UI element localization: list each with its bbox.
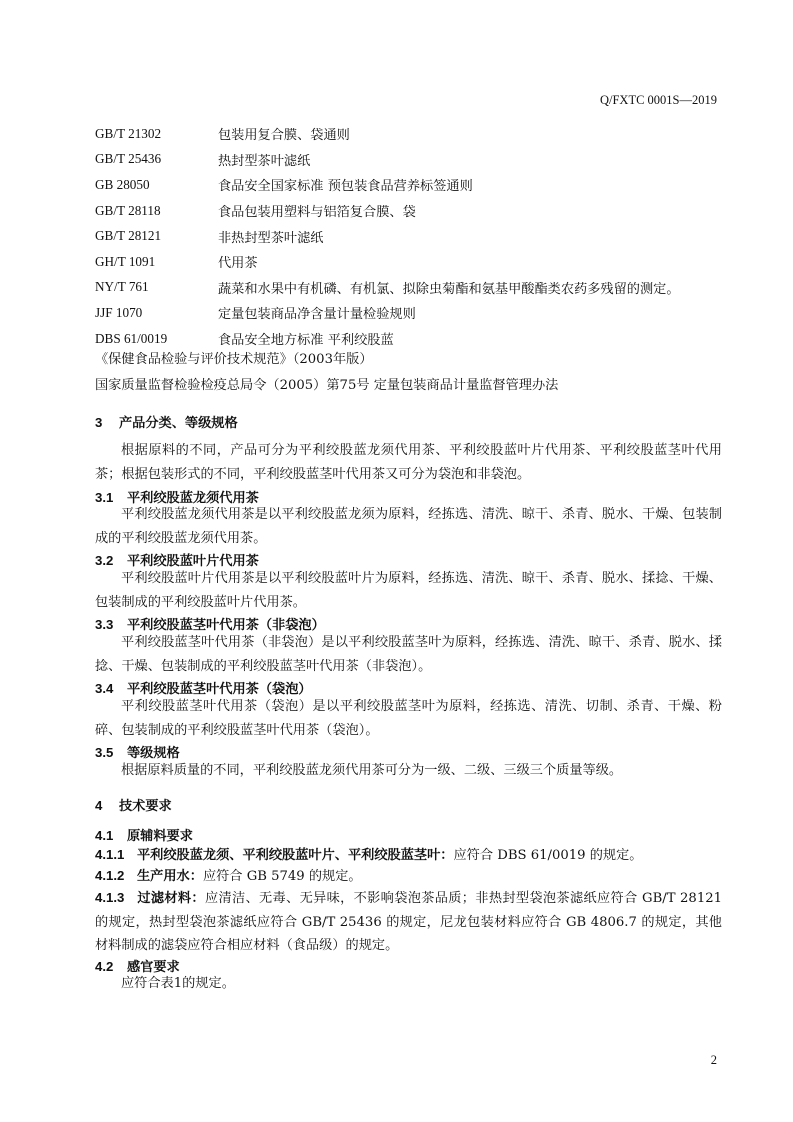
clause-title: 过滤材料： bbox=[137, 891, 205, 906]
reference-row bbox=[95, 223, 725, 249]
normative-references bbox=[95, 121, 725, 351]
reference-code: GB 28050 bbox=[95, 176, 150, 192]
page-number: 2 bbox=[710, 1053, 717, 1067]
reference-code: GB/T 28118 bbox=[95, 202, 161, 218]
subsection-title: 平利绞股蓝叶片代用茶 bbox=[127, 554, 259, 569]
subsection-title: 平利绞股蓝龙须代用茶 bbox=[127, 491, 259, 506]
subsection-number: 3.3 bbox=[95, 617, 114, 632]
reference-title: 包装用复合膜、袋通则 bbox=[218, 128, 350, 144]
subsection-number: 3.5 bbox=[95, 745, 114, 760]
reference-title: 食品安全国家标准 预包装食品营养标签通则 bbox=[218, 179, 473, 195]
extra-reference: 国家质量监督检验检疫总局令（2005）第75号 定量包装商品计量监督管理办法 bbox=[95, 378, 559, 393]
clause-number: 4.1.3 bbox=[95, 890, 125, 905]
reference-code: NY/T 761 bbox=[95, 279, 149, 295]
reference-code: GB/T 28121 bbox=[95, 228, 162, 244]
section-title: 技术要求 bbox=[119, 799, 172, 814]
reference-code: DBS 61/0019 bbox=[95, 330, 168, 346]
reference-title: 食品安全地方标准 平利绞股蓝 bbox=[218, 333, 394, 349]
subsection-number: 3.1 bbox=[95, 490, 114, 505]
section-4-heading bbox=[95, 795, 172, 814]
extra-reference: 《保健食品检验与评价技术规范》（2003年版） bbox=[95, 352, 373, 367]
clause-text: 应符合 GB 5749 的规定。 bbox=[202, 869, 362, 884]
doc-code: Q/FXTC 0001S—2019 bbox=[599, 93, 717, 107]
reference-title: 非热封型茶叶滤纸 bbox=[218, 230, 324, 246]
reference-title: 热封型茶叶滤纸 bbox=[218, 153, 311, 169]
subsection-number: 3.4 bbox=[95, 681, 114, 696]
reference-code: GH/T 1091 bbox=[95, 253, 156, 269]
subsection-heading bbox=[95, 825, 193, 844]
clause-title: 生产用水： bbox=[137, 869, 203, 884]
clause-4-1-3 bbox=[95, 886, 722, 958]
reference-code: JJF 1070 bbox=[95, 304, 143, 320]
reference-code: GB/T 21302 bbox=[95, 125, 162, 141]
subsection-number: 4.1 bbox=[95, 828, 114, 843]
subsection-title: 感官要求 bbox=[127, 960, 180, 975]
reference-title: 食品包装用塑料与铝箔复合膜、袋 bbox=[218, 205, 416, 221]
clause-4-1-2 bbox=[95, 864, 722, 889]
reference-row bbox=[95, 198, 725, 224]
reference-title: 蔬菜和水果中有机磷、有机氯、拟除虫菊酯和氨基甲酸酯类农药多残留的测定。 bbox=[218, 281, 680, 297]
reference-row bbox=[95, 249, 725, 275]
subsection-text: 平利绞股蓝叶片代用茶是以平利绞股蓝叶片为原料，经拣选、清洗、晾干、杀青、脱水、揉捻、干燥、包装制成的平利绞股蓝叶片代用茶。 bbox=[95, 571, 722, 610]
clause-number: 4.1.2 bbox=[95, 868, 125, 883]
clause-number: 4.1.1 bbox=[95, 847, 125, 862]
section-number: 3 bbox=[95, 415, 103, 430]
reference-row bbox=[95, 147, 725, 173]
reference-row bbox=[95, 172, 725, 198]
reference-row bbox=[95, 300, 725, 326]
subsection-number: 3.2 bbox=[95, 553, 114, 568]
section-3-intro: 根据原料的不同，产品可分为平利绞股蓝龙须代用茶、平利绞股蓝叶片代用茶、平利绞股蓝茎叶代用茶；根据包装形式的不同，平利绞股蓝茎叶代用茶又可分为袋泡和非袋泡。 bbox=[95, 443, 722, 482]
subsection-number: 4.2 bbox=[95, 959, 114, 974]
reference-row bbox=[95, 275, 725, 301]
subsection-title: 等级规格 bbox=[127, 746, 180, 761]
section-title: 产品分类、等级规格 bbox=[119, 416, 238, 431]
subsection-text: 平利绞股蓝茎叶代用茶（非袋泡）是以平利绞股蓝茎叶为原料，经拣选、清洗、晾干、杀青、脱水、揉捻、干燥、包装制成的平利绞股蓝茎叶代用茶（非袋泡）。 bbox=[95, 635, 722, 674]
subsection-text: 应符合表1的规定。 bbox=[121, 976, 235, 991]
reference-row bbox=[95, 121, 725, 147]
subsection-text: 根据原料质量的不同，平利绞股蓝龙须代用茶可分为一级、二级、三级三个质量等级。 bbox=[121, 763, 623, 778]
reference-title: 定量包装商品净含量计量检验规则 bbox=[218, 307, 416, 323]
reference-code: GB/T 25436 bbox=[95, 151, 162, 167]
subsection-title: 平利绞股蓝茎叶代用茶（非袋泡） bbox=[127, 618, 325, 633]
reference-title: 代用茶 bbox=[218, 256, 258, 272]
subsection-title: 原辅料要求 bbox=[127, 829, 193, 844]
subsection-title: 平利绞股蓝茎叶代用茶（袋泡） bbox=[127, 682, 312, 697]
clause-title: 平利绞股蓝龙须、平利绞股蓝叶片、平利绞股蓝茎叶： bbox=[137, 848, 454, 863]
section-3-heading bbox=[95, 412, 238, 431]
clause-text: 应符合 DBS 61/0019 的规定。 bbox=[453, 848, 643, 863]
section-number: 4 bbox=[95, 798, 103, 813]
subsection-text: 平利绞股蓝茎叶代用茶（袋泡）是以平利绞股蓝茎叶为原料，经拣选、清洗、切制、杀青、干燥、粉碎、包装制成的平利绞股蓝茎叶代用茶（袋泡）。 bbox=[95, 699, 722, 738]
subsection-text: 平利绞股蓝龙须代用茶是以平利绞股蓝龙须为原料，经拣选、清洗、晾干、杀青、脱水、干燥、包装制成的平利绞股蓝龙须代用茶。 bbox=[95, 507, 722, 546]
clause-text: 应清洁、无毒、无异味，不影响袋泡茶品质；非热封型袋泡茶滤纸应符合 GB/T 28121 的规定，热封型袋泡茶滤纸应符合 GB/T 25436 的规定，尼龙包装材料应符合 GB 4806.7 的规定，其他材料制成的滤袋应符合相应材料（食品级）的规定。 bbox=[95, 891, 722, 953]
